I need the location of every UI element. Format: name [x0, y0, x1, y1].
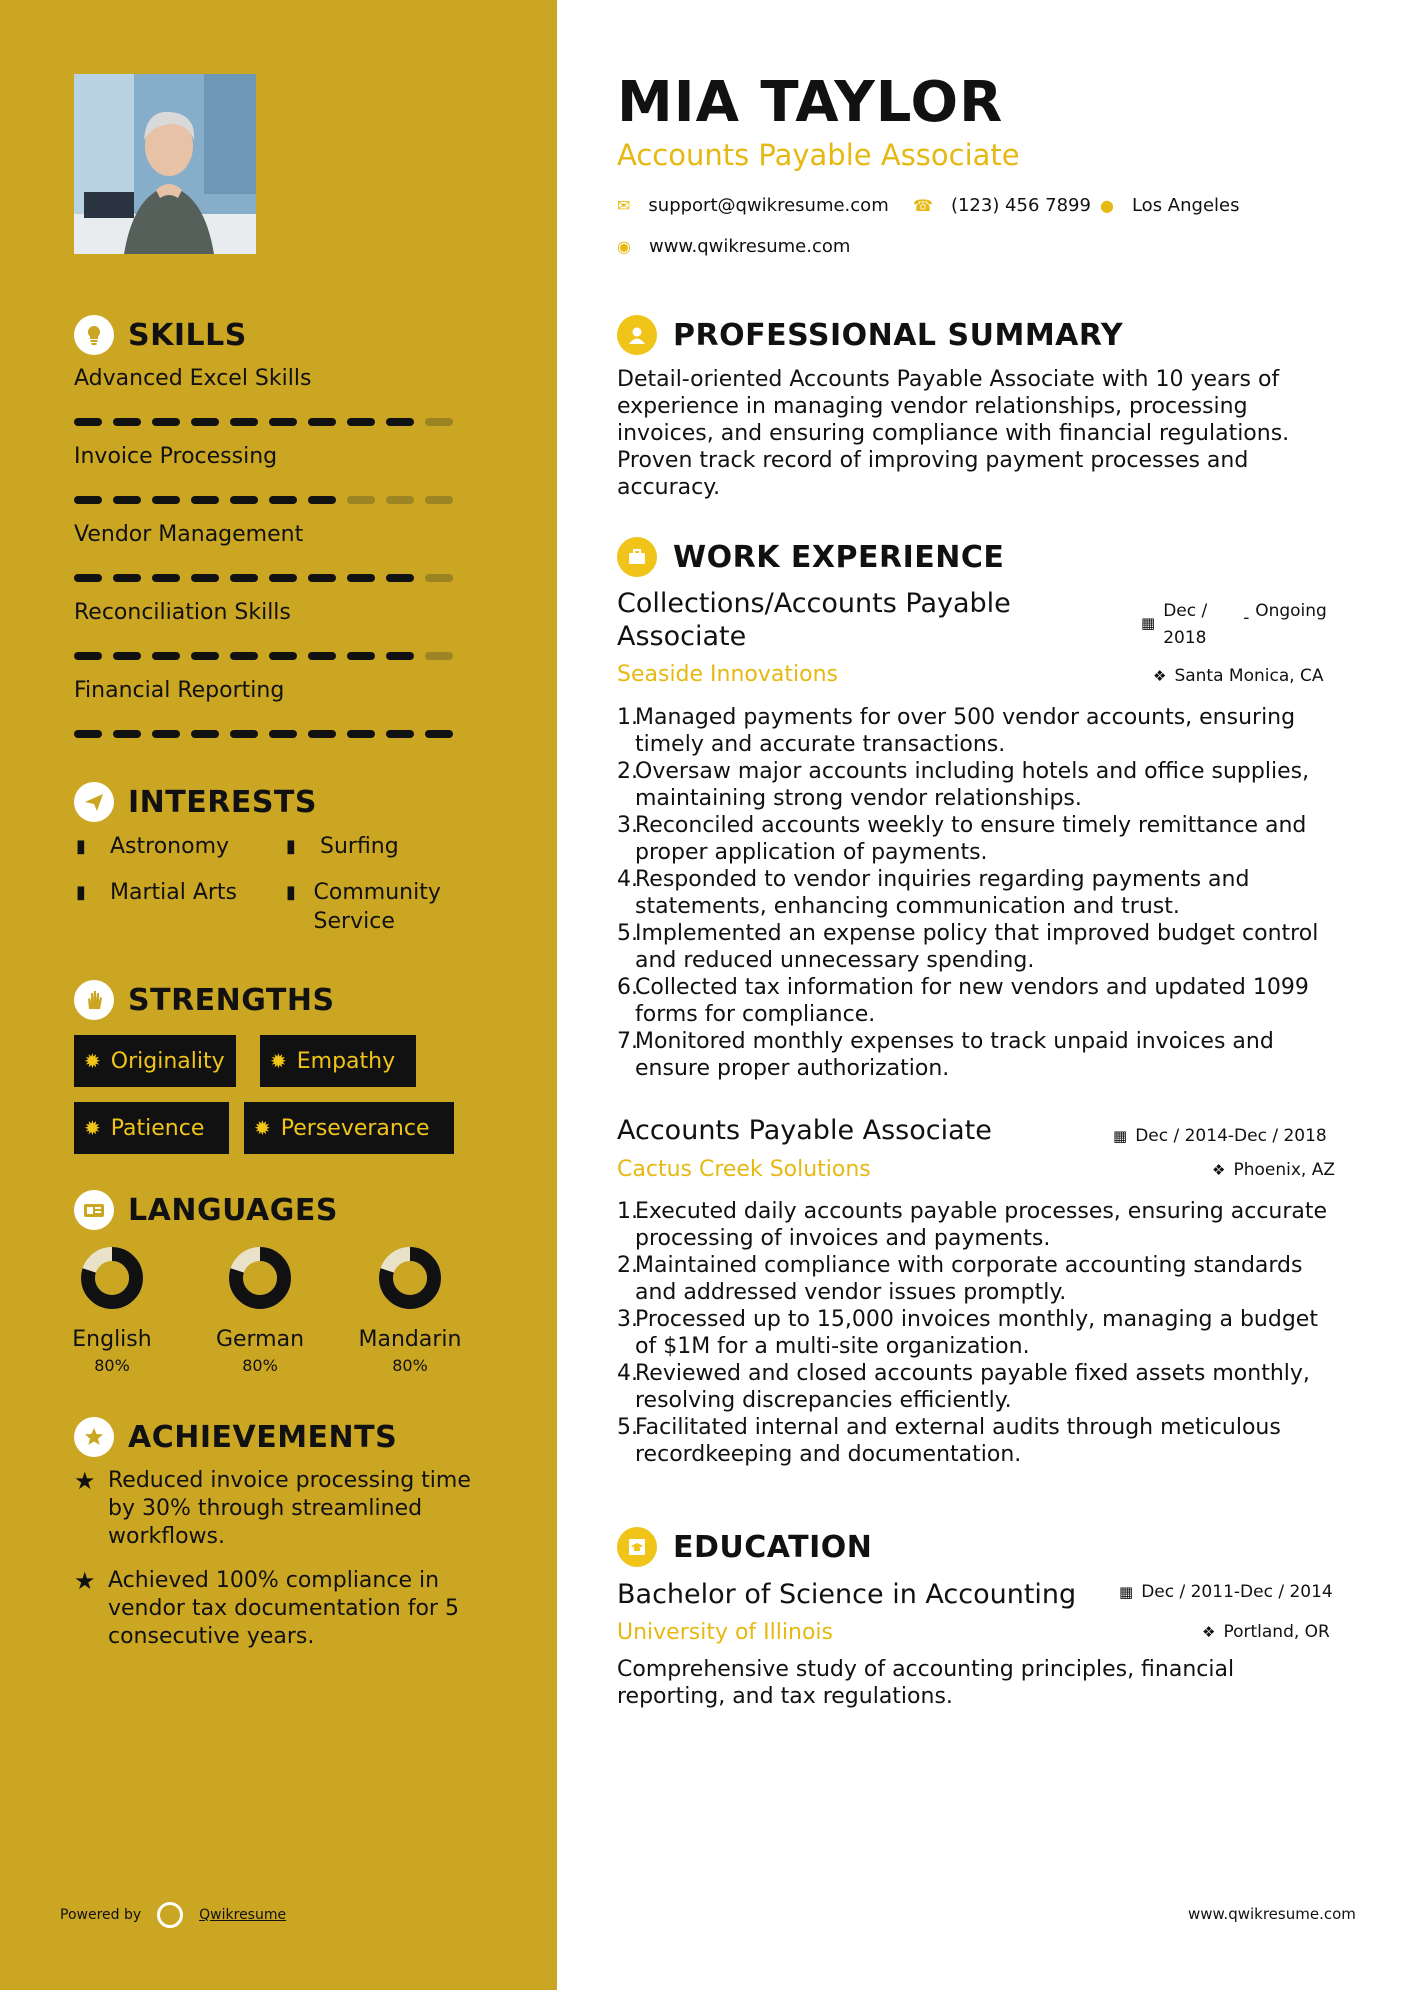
achievement-text: Reduced invoice processing time by 30% through streamlined workflows. — [108, 1468, 471, 1549]
list-item: 5. Facilitated internal and external audits through meticulous recordkeeping and documentation. — [617, 1415, 1281, 1467]
list-item: 2. Maintained compliance with corporate accounting standards and addressed vendor issues promptly. — [617, 1253, 1303, 1305]
skill-dash-filled — [230, 418, 258, 426]
skill-dash-filled — [191, 418, 219, 426]
skill-dash-filled — [113, 574, 141, 582]
list-item: 1. Executed daily accounts payable processes, ensuring accurate processing of invoices and payments. — [617, 1199, 1328, 1251]
job-bullets — [617, 704, 1345, 1082]
skill-dash-filled — [152, 730, 180, 738]
book-icon: ▮ — [76, 882, 86, 903]
contact-location — [1100, 195, 1239, 216]
skill-dash-empty — [425, 574, 453, 582]
list-item: 4. Reviewed and closed accounts payable fixed assets monthly, resolving discrepancies efficiently. — [617, 1361, 1310, 1413]
skill-dash-filled — [386, 652, 414, 660]
star-badge-icon — [74, 1417, 114, 1457]
languages-header — [74, 1190, 338, 1230]
skill-dash-filled — [386, 574, 414, 582]
interest-item — [286, 878, 466, 936]
education-location-text: Portland, OR — [1223, 1622, 1330, 1642]
education-date — [1119, 1582, 1333, 1602]
skill-name: Financial Reporting — [74, 678, 285, 703]
skill-dash-filled — [308, 730, 336, 738]
job-date-text: Dec / 2014-Dec / 2018 — [1135, 1126, 1327, 1146]
list-item: 2. Oversaw major accounts including hotels and office supplies, maintaining strong vendor relationships. — [617, 759, 1310, 811]
skill-dash-filled — [269, 496, 297, 504]
candidate-role: Accounts Payable Associate — [617, 138, 1020, 172]
strength-badge — [74, 1102, 229, 1154]
calendar-icon: ▦ — [1113, 1127, 1128, 1145]
interest-item — [76, 832, 229, 861]
powered-by — [60, 1902, 286, 1928]
skill-dash-filled — [74, 574, 102, 582]
list-item: 4. Responded to vendor inquiries regarding payments and statements, enhancing communication and trust. — [617, 867, 1250, 919]
language-ring — [377, 1245, 443, 1311]
strength-label: Patience — [110, 1115, 205, 1141]
job-location — [1153, 666, 1324, 686]
location-text: Los Angeles — [1131, 195, 1240, 216]
job-title: Accounts Payable Associate — [617, 1115, 992, 1146]
language-ring — [79, 1245, 145, 1311]
qwikresume-logo-icon — [157, 1902, 183, 1928]
list-item: 3. Reconciled accounts weekly to ensure timely remittance and proper application of payments. — [617, 813, 1307, 865]
skill-dash-filled — [269, 418, 297, 426]
experience-title: WORK EXPERIENCE — [673, 539, 1005, 575]
map-pin-icon: ● — [1100, 196, 1114, 215]
strength-badge — [260, 1035, 416, 1087]
list-item: 7. Monitored monthly expenses to track unpaid invoices and ensure proper authorization. — [617, 1029, 1274, 1081]
language-item — [200, 1245, 320, 1375]
skill-level-bar — [74, 730, 464, 738]
language-percent: 80% — [242, 1356, 278, 1375]
skill-dash-filled — [191, 574, 219, 582]
contact-email — [617, 195, 889, 216]
skill-level-bar — [74, 418, 464, 426]
skill-item — [74, 444, 474, 484]
education-header — [617, 1527, 872, 1567]
language-item — [52, 1245, 172, 1375]
skill-dash-filled — [230, 496, 258, 504]
skill-dash-empty — [425, 418, 453, 426]
pin-icon: ❖ — [1153, 667, 1167, 685]
briefcase-icon — [617, 537, 657, 577]
skill-dash-filled — [308, 496, 336, 504]
skill-dash-filled — [152, 418, 180, 426]
job-location — [1212, 1160, 1335, 1180]
calendar-icon: ▦ — [1141, 614, 1156, 632]
burst-icon: ✹ — [270, 1049, 287, 1073]
powered-by-label: Powered by — [60, 1907, 142, 1923]
job-company: Cactus Creek Solutions — [617, 1157, 871, 1182]
language-card-icon — [74, 1190, 114, 1230]
envelope-icon: ✉ — [617, 196, 631, 215]
skill-dash-filled — [386, 730, 414, 738]
contact-website — [617, 236, 850, 257]
globe-icon: ◉ — [617, 237, 631, 256]
education-text: Comprehensive study of accounting principles, financial reporting, and tax regulations. — [617, 1657, 1235, 1709]
skill-dash-filled — [191, 652, 219, 660]
skill-dash-filled — [74, 418, 102, 426]
phone-text: (123) 456 7899 — [950, 195, 1091, 216]
job-location-text: Santa Monica, CA — [1174, 666, 1324, 686]
degree-title: Bachelor of Science in Accounting — [617, 1579, 1077, 1610]
experience-header — [617, 537, 1004, 577]
job-bullets — [617, 1198, 1345, 1468]
strengths-title: STRENGTHS — [128, 982, 335, 1018]
pin-icon: ❖ — [1202, 1623, 1216, 1641]
skill-dash-filled — [113, 730, 141, 738]
skill-level-bar — [74, 652, 464, 660]
strength-label: Empathy — [296, 1048, 396, 1074]
language-item — [350, 1245, 470, 1375]
lightbulb-icon — [74, 315, 114, 355]
job-date — [1141, 598, 1331, 652]
job-title: Collections/Accounts Payable Associate — [617, 588, 1011, 652]
job-company: Seaside Innovations — [617, 662, 838, 687]
burst-icon: ✹ — [84, 1116, 101, 1140]
book-icon: ▮ — [76, 836, 86, 857]
skill-dash-filled — [425, 730, 453, 738]
skill-dash-filled — [152, 652, 180, 660]
profile-photo — [74, 74, 256, 254]
skill-dash-filled — [269, 652, 297, 660]
skill-dash-filled — [347, 418, 375, 426]
skill-dash-filled — [152, 496, 180, 504]
graduation-icon — [617, 1527, 657, 1567]
job-date-end: Ongoing — [1255, 601, 1327, 621]
job-date — [1113, 1126, 1327, 1146]
skill-level-bar — [74, 574, 464, 582]
skill-dash-filled — [347, 574, 375, 582]
skill-item — [74, 600, 474, 640]
phone-icon: ☎ — [913, 196, 933, 215]
skill-name: Reconciliation Skills — [74, 600, 291, 625]
skill-dash-filled — [386, 418, 414, 426]
skill-name: Vendor Management — [74, 522, 304, 547]
languages-title: LANGUAGES — [128, 1192, 338, 1228]
profile-photo-image — [74, 74, 256, 254]
star-icon: ★ — [74, 1467, 96, 1495]
language-name: German — [215, 1327, 305, 1352]
achievement-text: Achieved 100% compliance in vendor tax documentation for 5 consecutive years. — [108, 1568, 459, 1649]
skill-item — [74, 678, 474, 718]
qwikresume-link[interactable]: Qwikresume — [199, 1907, 287, 1923]
book-icon: ▮ — [286, 882, 296, 903]
skill-dash-empty — [425, 496, 453, 504]
calendar-icon: ▦ — [1119, 1583, 1134, 1601]
star-icon: ★ — [74, 1567, 96, 1595]
education-title: EDUCATION — [673, 1529, 873, 1565]
skill-dash-filled — [230, 574, 258, 582]
skill-dash-filled — [113, 652, 141, 660]
website-text[interactable]: www.qwikresume.com — [648, 236, 851, 257]
skill-dash-filled — [74, 652, 102, 660]
skills-title: SKILLS — [128, 317, 247, 353]
school-name: University of Illinois — [617, 1620, 833, 1645]
achievement-item — [74, 1567, 494, 1651]
skills-header — [74, 315, 247, 355]
education-location — [1202, 1622, 1330, 1642]
skill-dash-filled — [269, 574, 297, 582]
summary-text: Detail-oriented Accounts Payable Associate with 10 years of experience in managing vendor relationships, processing invoices, and ensuring compliance with financial regulations. Proven track record of improving payment processes and accuracy. — [617, 367, 1290, 500]
skill-dash-empty — [347, 496, 375, 504]
skill-dash-filled — [191, 730, 219, 738]
skill-name: Invoice Processing — [74, 444, 278, 469]
interest-label: Martial Arts — [110, 880, 238, 905]
job-location-text: Phoenix, AZ — [1233, 1160, 1335, 1180]
skill-item — [74, 366, 474, 406]
pin-icon: ❖ — [1212, 1161, 1226, 1179]
list-item: 1. Managed payments for over 500 vendor accounts, ensuring timely and accurate transactions. — [617, 705, 1296, 757]
burst-icon: ✹ — [254, 1116, 271, 1140]
strength-badge — [244, 1102, 454, 1154]
skill-dash-filled — [347, 730, 375, 738]
list-item: 5. Implemented an expense policy that improved budget control and reduced unnecessary spending. — [617, 921, 1319, 973]
strength-label: Originality — [110, 1048, 225, 1074]
interests-title: INTERESTS — [128, 784, 317, 820]
email-text[interactable]: support@qwikresume.com — [648, 195, 889, 216]
skill-item — [74, 522, 474, 562]
skill-dash-filled — [74, 496, 102, 504]
language-percent: 80% — [94, 1356, 130, 1375]
interest-label: Surfing — [320, 834, 399, 859]
skill-dash-filled — [152, 574, 180, 582]
interest-label: Community Service — [313, 880, 441, 934]
job-date-start: Dec / 2018 — [1163, 601, 1208, 648]
list-item: 6. Collected tax information for new vendors and updated 1099 forms for compliance. — [617, 975, 1309, 1027]
language-ring — [227, 1245, 293, 1311]
achievements-header — [74, 1417, 397, 1457]
job-date-separator: - — [1243, 608, 1250, 628]
candidate-name: MIA TAYLOR — [617, 70, 1004, 135]
skill-dash-filled — [308, 574, 336, 582]
paper-plane-icon — [74, 782, 114, 822]
hand-icon — [74, 980, 114, 1020]
skill-dash-filled — [308, 652, 336, 660]
skill-dash-filled — [230, 652, 258, 660]
strengths-header — [74, 980, 335, 1020]
skill-dash-filled — [308, 418, 336, 426]
skill-dash-filled — [269, 730, 297, 738]
sidebar — [0, 0, 557, 1990]
skill-dash-empty — [425, 652, 453, 660]
language-name: English — [72, 1327, 152, 1352]
achievement-item — [74, 1467, 494, 1551]
skill-dash-filled — [191, 496, 219, 504]
achievements-title: ACHIEVEMENTS — [128, 1419, 398, 1455]
education-date-text: Dec / 2011-Dec / 2014 — [1141, 1582, 1333, 1602]
book-icon: ▮ — [286, 836, 296, 857]
language-name: Mandarin — [358, 1327, 462, 1352]
language-percent: 80% — [392, 1356, 428, 1375]
skill-dash-filled — [347, 652, 375, 660]
skill-name: Advanced Excel Skills — [74, 366, 312, 391]
list-item: 3. Processed up to 15,000 invoices monthly, managing a budget of $1M for a multi-site organization. — [617, 1307, 1318, 1359]
skill-level-bar — [74, 496, 464, 504]
strength-badge — [74, 1035, 236, 1087]
user-icon — [617, 315, 657, 355]
burst-icon: ✹ — [84, 1049, 101, 1073]
interest-item — [286, 832, 399, 861]
skill-dash-empty — [386, 496, 414, 504]
footer-url[interactable]: www.qwikresume.com — [1188, 1905, 1356, 1923]
summary-header — [617, 315, 1123, 355]
interests-header — [74, 782, 317, 822]
summary-title: PROFESSIONAL SUMMARY — [673, 317, 1124, 353]
skill-dash-filled — [113, 496, 141, 504]
skill-dash-filled — [230, 730, 258, 738]
interest-label: Astronomy — [110, 834, 230, 859]
skill-dash-filled — [74, 730, 102, 738]
contact-phone — [913, 195, 1091, 216]
skill-dash-filled — [113, 418, 141, 426]
interest-item — [76, 878, 237, 907]
strength-label: Perseverance — [280, 1115, 430, 1141]
